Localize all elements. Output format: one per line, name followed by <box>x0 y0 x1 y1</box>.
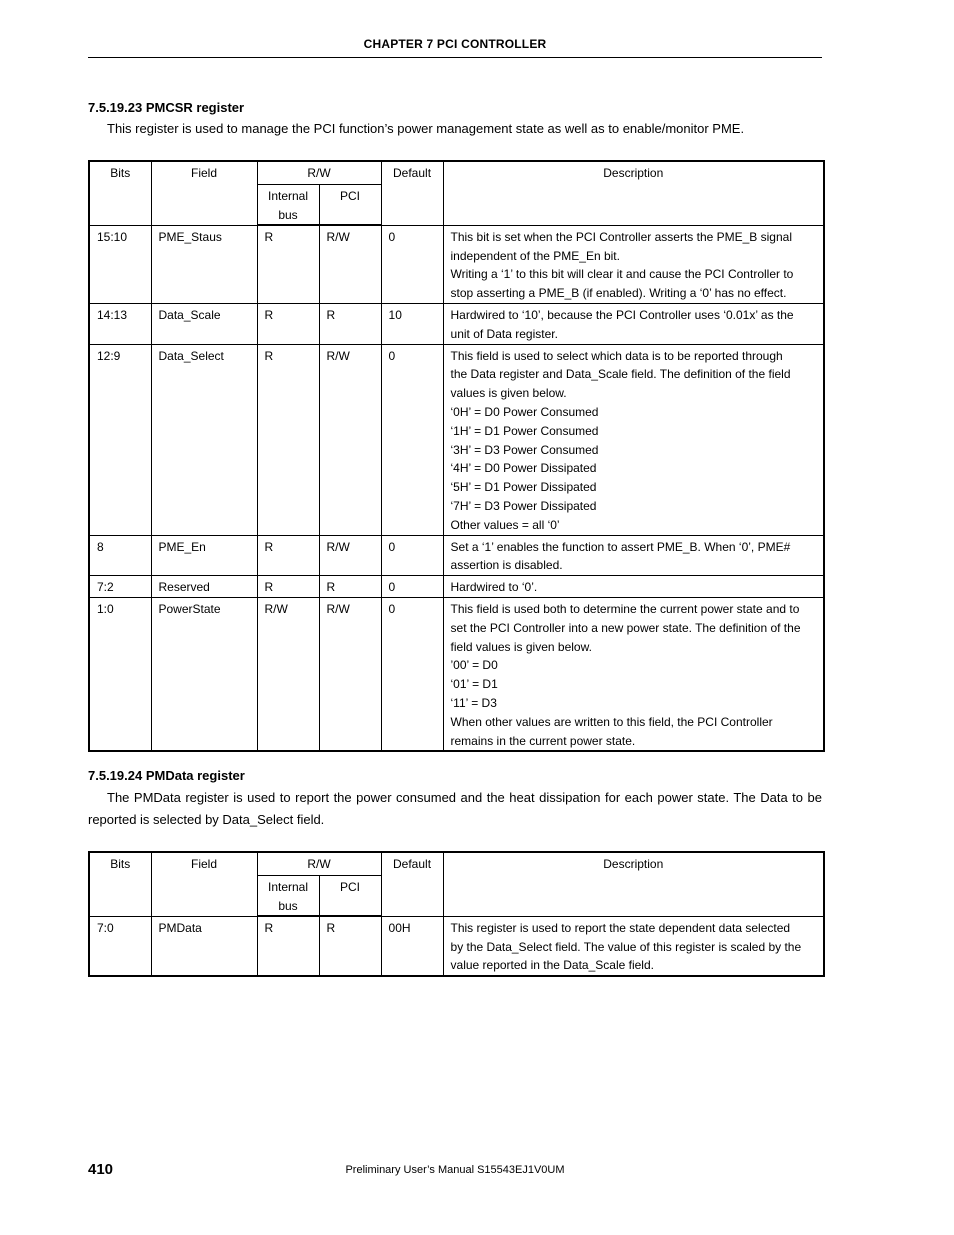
description-line: values is given below. <box>450 386 567 401</box>
description-line: assertion is disabled. <box>450 558 563 573</box>
section-title-pmdata: 7.5.19.24 PMData register <box>88 768 245 783</box>
description-line: ‘5H’ = D1 Power Dissipated <box>450 480 597 495</box>
cell-field: PMData <box>151 916 257 976</box>
table-row <box>89 598 824 752</box>
header-default: Default <box>381 852 443 916</box>
header-rw: R/W <box>257 852 381 875</box>
header-default: Default <box>381 161 443 225</box>
cell-bits: 14:13 <box>89 304 151 345</box>
cell-pci: R/W <box>319 344 381 535</box>
cell-description <box>443 598 824 752</box>
cell-internal: R <box>257 535 319 576</box>
description-line: field values is given below. <box>450 639 592 654</box>
section-title-pmcsr: 7.5.19.23 PMCSR register <box>88 100 245 115</box>
header-field: Field <box>151 852 257 916</box>
cell-field: PME_Staus <box>151 225 257 303</box>
description-line: When other values are written to this field, the PCI Controller <box>450 714 773 729</box>
header-internal-bus: Internal bus <box>257 875 319 916</box>
header-internal-bus: Internal bus <box>257 184 319 225</box>
description-line: remains in the current power state. <box>450 733 636 748</box>
table-row <box>89 344 824 535</box>
page-number: 410 <box>88 1161 114 1178</box>
chapter-header: CHAPTER 7 PCI CONTROLLER <box>363 37 547 51</box>
cell-internal: R <box>257 576 319 598</box>
section-intro-pmdata: The PMData register is used to report the power consumed and the heat dissipation for each power state. The Data to be reported is selected by Data_Select field. <box>88 790 822 827</box>
header-description: Description <box>443 161 824 225</box>
cell-default: 10 <box>381 304 443 345</box>
cell-bits: 15:10 <box>89 225 151 303</box>
cell-internal: R <box>257 916 319 976</box>
cell-pci: R/W <box>319 225 381 303</box>
header-pci: PCI <box>319 184 381 225</box>
description-line: value reported in the Data_Scale field. <box>450 958 654 973</box>
header-rw: R/W <box>257 161 381 184</box>
cell-internal: R <box>257 225 319 303</box>
cell-field: PME_En <box>151 535 257 576</box>
cell-bits: 12:9 <box>89 344 151 535</box>
description-line: unit of Data register. <box>450 326 558 341</box>
cell-default: 0 <box>381 576 443 598</box>
table-row <box>89 225 824 303</box>
header-pci: PCI <box>319 875 381 916</box>
description-line: ‘4H’ = D0 Power Dissipated <box>450 461 597 476</box>
cell-pci: R <box>319 576 381 598</box>
description-line: Other values = all ‘0’ <box>450 517 560 532</box>
cell-bits: 7:0 <box>89 916 151 976</box>
description-line: Hardwired to ‘0’. <box>450 580 538 595</box>
cell-field: Reserved <box>151 576 257 598</box>
cell-description <box>443 344 824 535</box>
table-row <box>89 576 824 598</box>
header-bits: Bits <box>89 852 151 916</box>
description-line: ‘7H’ = D3 Power Dissipated <box>450 499 597 514</box>
section-intro-pmcsr: This register is used to manage the PCI function’s power management state as well as to enable/monitor PME. <box>107 121 745 136</box>
pmcsr-register-table <box>88 160 825 752</box>
cell-bits: 1:0 <box>89 598 151 752</box>
description-line: the Data register and Data_Scale field. The definition of the field <box>450 367 791 382</box>
description-line: Set a ‘1’ enables the function to assert PME_B. When ‘0’, PME# <box>450 539 791 554</box>
cell-field: Data_Select <box>151 344 257 535</box>
cell-default: 0 <box>381 225 443 303</box>
description-line: This register is used to report the state dependent data selected <box>450 920 791 935</box>
cell-field: PowerState <box>151 598 257 752</box>
description-line: ‘1H’ = D1 Power Consumed <box>450 423 599 438</box>
description-line: ‘3H’ = D3 Power Consumed <box>450 442 599 457</box>
description-line: Writing a ‘1’ to this bit will clear it and cause the PCI Controller to <box>450 267 794 282</box>
pmdata-register-table <box>88 851 825 977</box>
description-line: set the PCI Controller into a new power state. The definition of the <box>450 620 801 635</box>
cell-description <box>443 916 824 976</box>
description-line: by the Data_Select field. The value of this register is scaled by the <box>450 939 802 954</box>
header-rule <box>88 57 822 58</box>
cell-default: 0 <box>381 535 443 576</box>
cell-pci: R/W <box>319 598 381 752</box>
cell-bits: 7:2 <box>89 576 151 598</box>
manual-title: Preliminary User’s Manual S15543EJ1V0UM <box>345 1164 565 1176</box>
description-line: stop asserting a PME_B (if enabled). Writing a ‘0’ has no effect. <box>450 286 787 301</box>
cell-description <box>443 225 824 303</box>
description-line: independent of the PME_En bit. <box>450 248 620 263</box>
cell-default: 0 <box>381 344 443 535</box>
pmdata-table-body <box>89 916 824 976</box>
description-line: This field is used both to determine the current power state and to <box>450 602 800 617</box>
header-field: Field <box>151 161 257 225</box>
cell-default: 00H <box>381 916 443 976</box>
cell-internal: R/W <box>257 598 319 752</box>
cell-internal: R <box>257 344 319 535</box>
cell-internal: R <box>257 304 319 345</box>
cell-description <box>443 304 824 345</box>
table-row <box>89 535 824 576</box>
pmcsr-table-body <box>89 225 824 751</box>
header-description: Description <box>443 852 824 916</box>
header-bits: Bits <box>89 161 151 225</box>
cell-bits: 8 <box>89 535 151 576</box>
cell-pci: R <box>319 304 381 345</box>
description-line: This bit is set when the PCI Controller asserts the PME_B signal <box>450 229 792 244</box>
description-line: ‘01’ = D1 <box>450 677 498 692</box>
description-line: ‘11’ = D3 <box>450 696 497 711</box>
cell-pci: R/W <box>319 535 381 576</box>
description-line: ’00’ = D0 <box>450 658 498 673</box>
cell-pci: R <box>319 916 381 976</box>
table-row <box>89 916 824 976</box>
cell-default: 0 <box>381 598 443 752</box>
description-line: Hardwired to ‘10’, because the PCI Controller uses ‘0.01x’ as the <box>450 308 794 323</box>
cell-description <box>443 576 824 598</box>
description-line: ‘0H’ = D0 Power Consumed <box>450 405 599 420</box>
table-row <box>89 304 824 345</box>
cell-field: Data_Scale <box>151 304 257 345</box>
cell-description <box>443 535 824 576</box>
description-line: This field is used to select which data is to be reported through <box>450 348 783 363</box>
